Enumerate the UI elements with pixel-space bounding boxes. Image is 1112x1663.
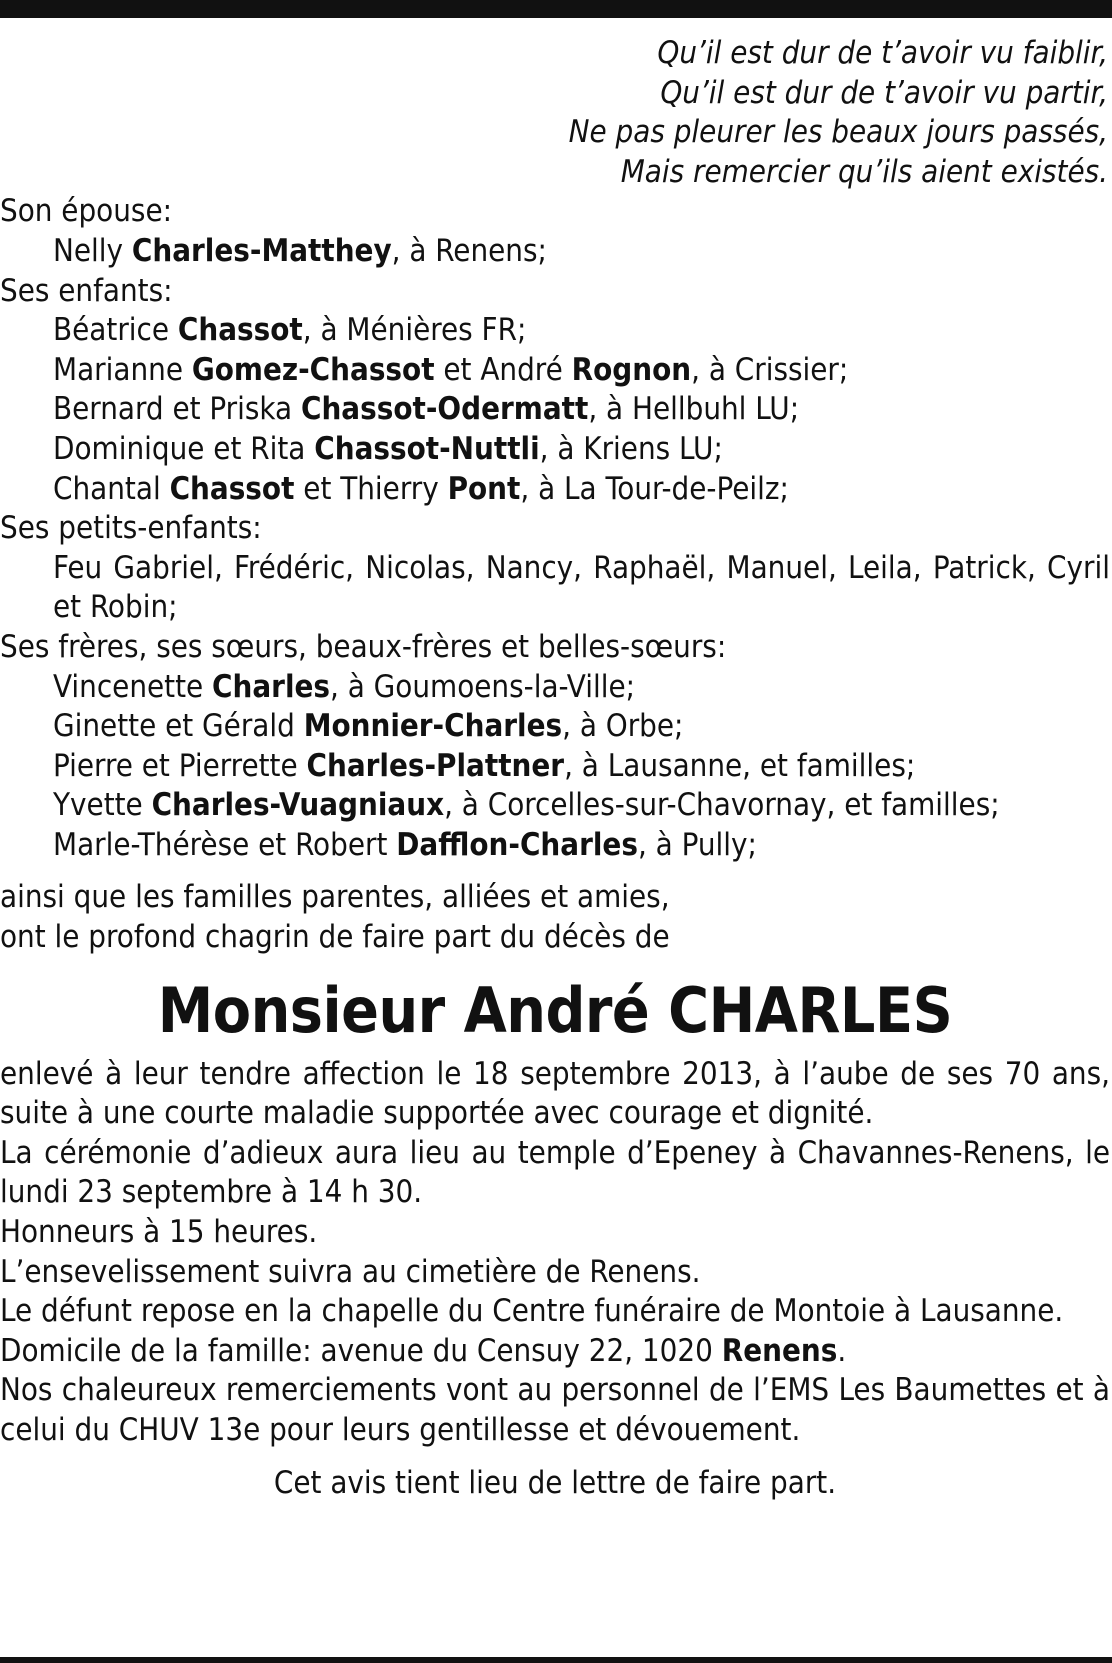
closing-line: Cet avis tient lieu de lettre de faire part.: [273, 1464, 837, 1501]
child-line: Marianne Gomez-Chassot et André Rognon, à Crissier;: [53, 351, 849, 388]
details-paragraph: Honneurs à 15 heures.: [0, 1214, 318, 1251]
poem: [0, 34, 1108, 192]
children-heading: Ses enfants:: [0, 272, 173, 309]
spouse-line: Nelly Charles-Matthey, à Renens;: [53, 232, 547, 269]
poem-line: Ne pas pleurer les beaux jours passés,: [568, 114, 1108, 151]
domicile-line: Domicile de la famille: avenue du Censuy 22, 1020 Renens.: [0, 1332, 847, 1369]
details-paragraph: Nos chaleureux remerciements vont au personnel de l’EMS Les Baumettes et à celui du CHUV 13e pour leurs gentillesse et dévouement.: [0, 1372, 1110, 1448]
grandchildren-section: [0, 509, 1110, 628]
sibling-line: Vincenette Charles, à Goumoens-la-Ville;: [53, 668, 636, 705]
grandchildren-list: Feu Gabriel, Frédéric, Nicolas, Nancy, Raphaël, Manuel, Leila, Patrick, Cyril et Robin;: [53, 549, 1110, 626]
sibling-line: Ginette et Gérald Monnier-Charles, à Orbe;: [53, 708, 684, 745]
details-paragraph: La cérémonie d’adieux aura lieu au temple d’Epeney à Chavannes-Renens, le lundi 23 septembre à 14 h 30.: [0, 1134, 1110, 1211]
top-rule: [0, 0, 1112, 18]
poem-line: Mais remercier qu’ils aient existés.: [620, 153, 1108, 190]
details-section: [0, 1055, 1110, 1451]
details-paragraph: Le défunt repose en la chapelle du Centre funéraire de Montoie à Lausanne.: [0, 1293, 1064, 1330]
deceased-name: Monsieur André CHARLES: [157, 973, 953, 1047]
obituary-notice: [0, 34, 1110, 1503]
siblings-heading: Ses frères, ses sœurs, beaux-frères et belles-sœurs:: [0, 628, 727, 665]
sibling-line: Yvette Charles-Vuagniaux, à Corcelles-sur-Chavornay, et familles;: [53, 787, 1000, 824]
intro-line: ainsi que les familles parentes, alliées et amies,: [0, 879, 670, 916]
grandchildren-heading: Ses petits-enfants:: [0, 510, 262, 547]
spouse-heading: Son épouse:: [0, 193, 173, 230]
poem-line: Qu’il est dur de t’avoir vu faiblir,: [657, 35, 1108, 71]
spouse-section: [0, 192, 1110, 271]
intro-text: [0, 878, 1110, 957]
sibling-line: Pierre et Pierrette Charles-Plattner, à Lausanne, et familles;: [53, 747, 916, 784]
details-paragraph: L’ensevelissement suivra au cimetière de Renens.: [0, 1253, 701, 1290]
child-line: Béatrice Chassot, à Ménières FR;: [53, 312, 527, 349]
child-line: Bernard et Priska Chassot-Odermatt, à Hellbuhl LU;: [53, 391, 800, 428]
sibling-line: Marle-Thérèse et Robert Dafflon-Charles, à Pully;: [53, 826, 757, 863]
bottom-rule: [0, 1657, 1112, 1663]
child-line: Chantal Chassot et Thierry Pont, à La Tour-de-Peilz;: [53, 470, 789, 507]
children-section: [0, 272, 1110, 510]
details-paragraph: enlevé à leur tendre affection le 18 septembre 2013, à l’aube de ses 70 ans, suite à une courte maladie supportée avec courage et dignité.: [0, 1055, 1110, 1132]
child-line: Dominique et Rita Chassot-Nuttli, à Kriens LU;: [53, 430, 723, 467]
intro-line: ont le profond chagrin de faire part du décès de: [0, 919, 670, 956]
poem-line: Qu’il est dur de t’avoir vu partir,: [660, 74, 1108, 111]
siblings-section: [0, 628, 1110, 866]
